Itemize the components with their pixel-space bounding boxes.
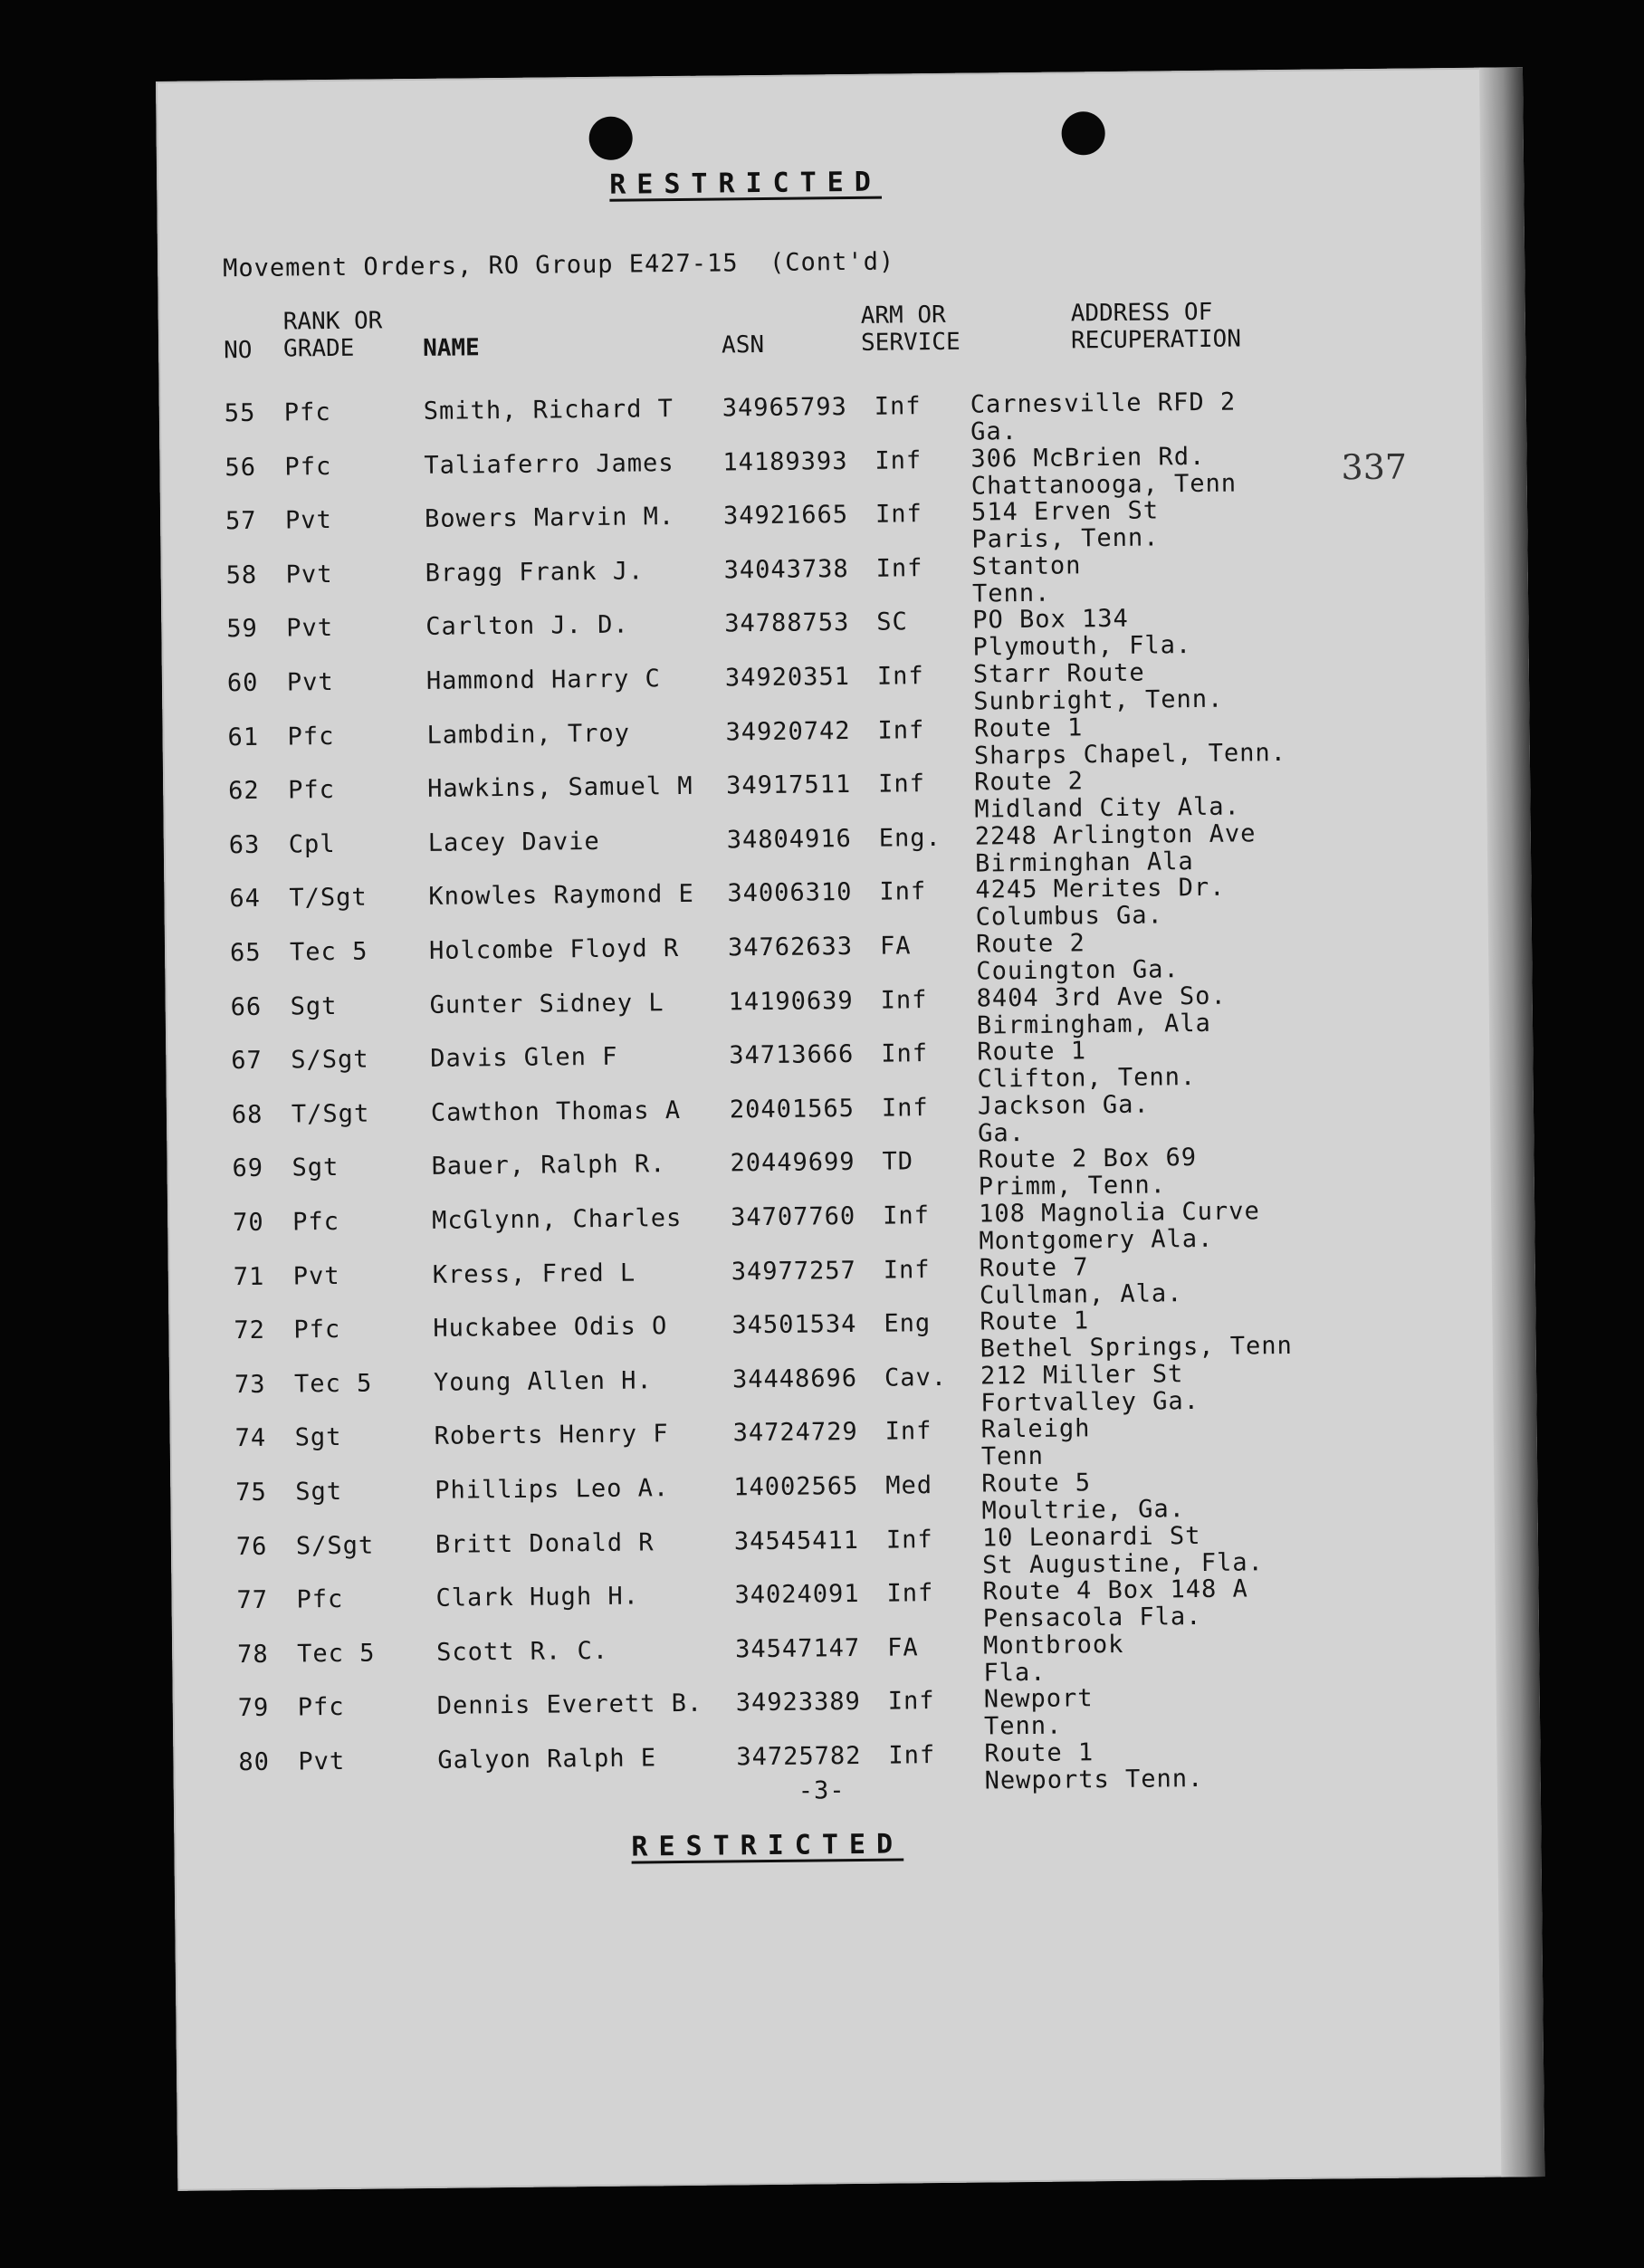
row-rank: Sgt [290,991,338,1021]
row-address-line1: Stanton [971,551,1082,581]
row-address-line2: Birmingham, Ala [976,1009,1211,1040]
row-address [973,713,1286,770]
row-address-line1: 108 Magnolia Curve [978,1197,1260,1229]
col-header-address: ADDRESS OF RECUPERATION [1070,298,1242,355]
row-number: 68 [231,1100,263,1129]
row-name: Knowles Raymond E [428,880,694,912]
row-name: Phillips Leo A. [435,1474,670,1505]
row-name: Holcombe Floyd R [428,933,680,965]
row-asn: 34921665 [722,501,849,531]
row-address [973,659,1224,716]
row-arm: Inf [888,1741,936,1770]
row-asn: 34917511 [726,770,852,800]
row-address-line2: Primm, Tenn. [978,1171,1167,1201]
row-address-line2: Tenn [980,1442,1045,1471]
row-address-line2: St Augustine, Fla. [982,1547,1264,1580]
footer-classification: RESTRICTED [631,1828,904,1863]
row-arm: Eng [884,1309,932,1338]
row-number: 71 [233,1262,265,1291]
row-asn: 34501534 [731,1310,857,1340]
row-name: Galyon Ralph E [437,1744,657,1775]
row-address-line1: Route 2 [973,767,1085,797]
row-name: Cawthon Thomas A [430,1096,682,1127]
row-address-line2: Sharps Chapel, Tenn. [973,738,1287,770]
row-number: 57 [225,507,257,536]
row-arm: Inf [879,877,927,907]
row-asn: 14002565 [733,1471,859,1502]
row-number: 76 [235,1532,268,1561]
row-asn: 34977257 [731,1256,857,1287]
row-arm: Inf [887,1687,935,1717]
row-address [972,605,1191,662]
row-asn: 34788753 [724,608,850,638]
row-number: 69 [232,1154,264,1183]
row-rank: Pfc [292,1207,340,1237]
row-address [971,498,1160,554]
row-address [980,1253,1183,1309]
row-rank: Sgt [294,1423,342,1452]
row-name: Dennis Everett B. [436,1689,703,1721]
row-address-line1: Route 1 [973,713,1084,743]
row-arm: Inf [878,770,926,799]
row-address-line1: Newport [983,1684,1094,1714]
row-asn: 34547147 [735,1633,861,1664]
row-address-line1: 212 Miller St [980,1359,1184,1391]
row-name: Kress, Fred L [432,1258,636,1289]
row-name: Gunter Sidney L [429,988,664,1019]
row-name: Roberts Henry F [434,1420,669,1451]
row-rank: Pvt [286,667,334,697]
row-name: Scott R. C. [436,1636,609,1667]
row-address-line1: Route 7 [979,1252,1089,1283]
row-number: 62 [228,777,260,806]
row-name: Taliaferro James [424,448,674,480]
row-asn: 34965793 [722,393,848,423]
row-address-line1: Route 1 [984,1738,1094,1768]
row-address-line1: 8404 3rd Ave So. [976,981,1227,1013]
row-number: 66 [230,992,263,1021]
row-arm: Inf [881,1093,929,1123]
row-address-line2: Birminghan Ala [974,847,1194,878]
row-number: 58 [225,560,258,590]
row-arm: Inf [875,445,922,475]
row-address [976,929,1180,985]
row-rank: Pfc [288,776,336,805]
row-address-line2: Fortvalley Ga. [980,1386,1200,1418]
row-arm: Inf [884,1417,932,1447]
row-number: 67 [231,1047,263,1076]
row-address [977,1037,1196,1094]
row-arm: Inf [881,1039,929,1068]
row-address-line1: PO Box 134 [972,605,1130,635]
col-header-name: NAME [422,334,480,362]
row-number: 61 [227,723,260,751]
row-asn: 34545411 [733,1526,860,1555]
row-address-line1: Montbrook [982,1630,1124,1660]
row-number: 70 [233,1208,264,1238]
row-rank: S/Sgt [295,1531,375,1561]
row-address [980,1416,1090,1471]
row-address-line2: Bethel Springs, Tenn [980,1332,1293,1364]
row-name: Bauer, Ralph R. [431,1150,666,1182]
row-arm: Inf [876,662,924,691]
row-asn: 14190639 [728,986,854,1017]
row-address [970,443,1237,500]
row-address [981,1469,1185,1525]
row-arm: Inf [886,1579,934,1608]
row-number: 77 [236,1585,269,1615]
row-address-line2: Plymouth, Fla. [972,631,1192,662]
row-name: Bowers Marvin M. [424,502,675,534]
row-number: 79 [237,1694,270,1723]
row-rank: Sgt [295,1477,343,1507]
row-rank: Pfc [283,397,331,427]
row-asn: 34448696 [731,1364,858,1394]
row-address [978,1091,1150,1147]
row-arm: SC [876,608,908,637]
row-number: 60 [226,668,259,698]
row-rank: T/Sgt [289,883,368,913]
row-rank: T/Sgt [291,1099,370,1129]
row-arm: Inf [880,985,928,1015]
row-asn: 34920742 [725,716,851,747]
row-name: Davis Glen F [430,1042,618,1074]
row-rank: Pvt [292,1261,340,1291]
row-asn: 20401565 [729,1094,855,1124]
row-number: 80 [238,1747,271,1777]
row-arm: FA [886,1633,919,1662]
row-address [982,1522,1264,1579]
header-classification: RESTRICTED [609,166,883,201]
row-address-line2: Columbus Ga. [975,901,1163,932]
row-address [984,1686,1094,1741]
row-address-line2: Newports Tenn. [984,1764,1204,1795]
row-address-line1: 4245 Merites Dr. [975,874,1226,904]
row-rank: Cpl [288,829,336,859]
row-asn: 34920351 [724,663,851,693]
row-rank: Pvt [285,560,333,589]
row-address [980,1361,1200,1418]
row-address-line1: Carnesville RFD 2 [970,388,1237,419]
document-page [156,67,1544,2191]
row-number: 55 [224,398,256,428]
row-arm: FA [879,932,912,961]
row-asn: 34713666 [729,1040,855,1070]
row-address-line1: Starr Route [972,658,1145,689]
row-address-line1: 306 McBrien Rd. [970,442,1206,474]
row-arm: Inf [885,1525,933,1555]
page-number: -3- [798,1776,846,1805]
row-arm: Inf [877,715,925,745]
row-address-line1: Route 4 Box 148 A [982,1574,1249,1606]
row-arm: Eng. [878,823,941,853]
row-asn: 34724729 [732,1418,858,1448]
row-arm: Inf [875,500,922,529]
row-arm: Inf [874,392,922,421]
row-address-line1: 514 Erven St [970,496,1160,527]
row-address [983,1632,1124,1688]
row-address [972,552,1082,608]
document-title: Movement Orders, RO Group E427-15 (Cont'd) [223,247,895,283]
row-name: Carlton J. D. [425,610,629,642]
row-arm: Med [885,1471,933,1500]
row-rank: Tec 5 [293,1369,373,1399]
row-address-line2: Montgomery Ala. [979,1224,1214,1256]
row-name: Hammond Harry C [425,665,661,695]
punch-hole-left [588,116,633,160]
row-address-line1: 2248 Arlington Ave [974,819,1257,851]
row-address-line2: Clifton, Tenn. [977,1063,1197,1094]
row-number: 64 [229,885,262,914]
row-address [975,820,1257,877]
row-address-line1: Raleigh [980,1414,1091,1444]
row-arm: Inf [875,553,923,583]
row-rank: Tec 5 [297,1639,376,1669]
punch-hole-right [1061,111,1105,156]
row-address-line2: Fla. [983,1658,1047,1688]
row-number: 65 [229,938,262,968]
row-asn: 34725782 [736,1741,862,1772]
row-name: Clark Hugh H. [435,1582,640,1613]
row-address-line2: Sunbright, Tenn. [973,684,1224,716]
row-address [980,1306,1293,1364]
page-stamp-number: 337 [1341,446,1408,488]
row-rank: Pvt [284,506,333,535]
row-number: 63 [228,830,261,859]
row-asn: 34707760 [731,1201,856,1232]
row-address [978,1144,1197,1201]
row-rank: Pvt [286,614,334,643]
row-arm: TD [882,1147,914,1177]
row-name: Hawkins, Samuel M [427,772,693,804]
row-rank: Pfc [293,1316,341,1345]
row-address-line1: Route 2 [975,929,1085,959]
row-address-line2: Cullman, Ala. [979,1278,1183,1310]
row-arm: Inf [883,1201,931,1230]
row-address-line2: Moultrie, Ga. [981,1495,1186,1526]
row-rank: Pfc [284,452,332,482]
row-name: Lambdin, Troy [426,719,631,750]
row-address [974,767,1240,824]
col-header-no: NO [223,336,253,365]
row-address-line1: Jackson Ga. [977,1090,1150,1121]
row-address-line1: Route 1 [977,1037,1087,1067]
row-name: Smith, Richard T [423,395,674,426]
row-arm: Cav. [884,1363,948,1392]
row-rank: S/Sgt [291,1045,369,1075]
row-address [979,1198,1260,1255]
row-asn: 34006310 [727,878,853,908]
row-name: Bragg Frank J. [425,557,645,588]
row-address-line2: Tenn. [983,1712,1063,1741]
row-address [984,1738,1203,1795]
row-asn: 34024091 [734,1580,860,1610]
row-number: 75 [235,1478,268,1507]
row-address-line2: Chattanooga, Tenn [970,469,1238,501]
row-number: 59 [226,615,259,644]
row-asn: 34804916 [726,824,853,855]
row-address-line1: Route 1 [980,1306,1090,1336]
row-address [982,1576,1248,1633]
row-number: 78 [237,1640,269,1669]
row-number: 73 [234,1370,266,1399]
row-rank: Pvt [298,1746,346,1776]
col-header-arm: ARM OR SERVICE [860,301,961,357]
col-header-asn: ASN [721,330,765,359]
row-name: Britt Donald R [435,1527,655,1559]
row-asn: 34923389 [735,1688,861,1718]
row-name: Young Allen H. [433,1366,653,1397]
row-rank: Pfc [297,1693,345,1722]
row-address [977,982,1228,1039]
row-rank: Sgt [292,1153,339,1182]
row-rank: Pfc [296,1585,344,1614]
row-address-line2: Paris, Tenn. [971,523,1160,554]
row-asn: 34043738 [723,554,849,585]
row-number: 72 [234,1316,266,1345]
row-rank: Tec 5 [289,937,368,967]
row-number: 56 [225,453,257,482]
row-asn: 34762633 [727,932,854,962]
row-rank: Pfc [287,722,335,751]
row-address-line2: Couington Ga. [976,955,1180,986]
row-address-line2: Midland City Ala. [974,792,1240,824]
row-address [975,875,1226,932]
row-address-line2: Ga. [978,1118,1026,1148]
row-address-line2: Pensacola Fla. [982,1603,1202,1633]
row-address-line1: 10 Leonardi St [981,1521,1201,1553]
row-address-line1: Route 5 [981,1469,1092,1498]
row-asn: 14189393 [722,446,848,477]
row-name: Lacey Davie [427,827,600,857]
col-header-rank: RANK OR GRADE [282,307,383,363]
row-address-line2: Ga. [970,417,1018,446]
row-name: McGlynn, Charles [432,1203,683,1235]
row-asn: 20449699 [730,1148,855,1178]
row-address-line1: Route 2 Box 69 [978,1144,1198,1174]
row-name: Huckabee Odis O [433,1312,668,1344]
row-number: 74 [234,1424,267,1453]
row-address-line2: Tenn. [971,579,1051,608]
row-address [970,389,1237,446]
row-arm: Inf [883,1255,931,1285]
